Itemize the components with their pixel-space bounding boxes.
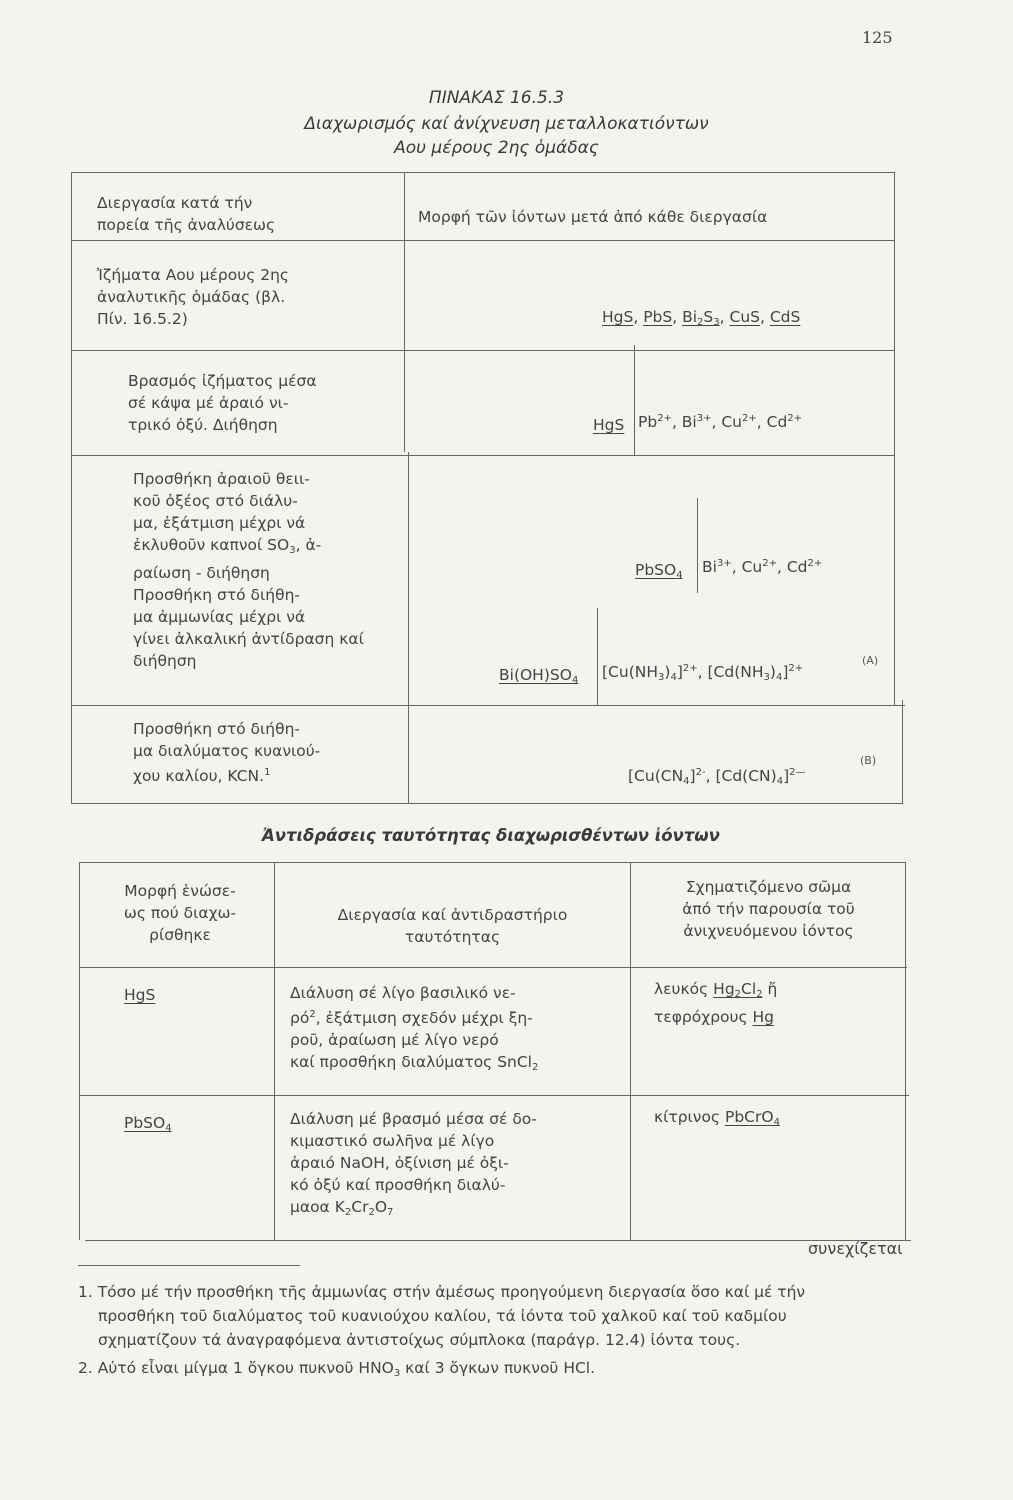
filtrate-ions: $Pb^{2+}$, $Bi^{3+}$, $Cu^{2+}$, $Cd^{2+}$ — [638, 413, 803, 431]
formula-hg: Hg — [752, 1008, 775, 1026]
text-line: ροῦ, ἀραίωση μέ λίγο νερό — [290, 1031, 499, 1049]
text-line: ἀναλυτικῆς ὁμάδας (βλ. — [97, 288, 286, 306]
formula-part: Bi — [682, 308, 698, 326]
row-sulfuric-text — [133, 468, 364, 672]
cyano-complexes: [$Cu(CN_4]^{2-}$, $[Cd(CN)_4]^{2—}$ — [628, 767, 806, 787]
footnote-2 — [78, 1356, 595, 1386]
header-ion-form: Μορφή τῶν ἰόντων μετά ἀπό κάθε διεργασία — [418, 208, 768, 226]
table-border-left — [71, 172, 72, 804]
text-line — [290, 1051, 538, 1079]
table-border-top — [71, 172, 895, 173]
text-line: Σχηματιζόμενο σῶμα — [685, 878, 852, 896]
row-nitric-boil-text — [128, 370, 317, 436]
formula-hgs: HgS — [602, 308, 634, 326]
hgs-procedure — [290, 982, 538, 1079]
text-line: ρίσθηκε — [149, 926, 211, 944]
formula-part: PbCrO — [724, 1108, 774, 1126]
formula-subscript: 4 — [773, 1117, 780, 1128]
formula-subscript: 2 — [697, 317, 704, 328]
formula-part: PbSO — [635, 561, 677, 579]
ion-symbol: Pb — [638, 413, 658, 431]
text-line: κό ὀξύ καί προσθήκη διαλύ- — [290, 1176, 506, 1194]
solution-mark-a: (A) — [862, 654, 879, 667]
text-line: ταυτότητας — [404, 928, 501, 946]
text-line: μα, ἐξάτμιση μέχρι νά — [133, 514, 306, 532]
formula-part: PbSO — [124, 1114, 166, 1132]
page-number: 125 — [862, 28, 893, 47]
table-row-divider — [79, 967, 907, 968]
ion-charge: 2+ — [742, 413, 757, 424]
pbso4-procedure — [290, 1108, 537, 1224]
text-line: Ἰζήματα Αου μέρους 2ης — [97, 266, 290, 284]
text-line — [133, 534, 364, 562]
text-line: 1. Τόσο μέ τήν προσθήκη τῆς ἀμμωνίας στήν ἀμέσως προηγούμενη διεργασία ὅσο καί μέ τήν — [78, 1283, 806, 1301]
ion-charge: 2— — [789, 767, 806, 778]
text-part: ἐκλυθοῦν καπνοί SO — [133, 536, 290, 554]
text-line — [290, 1004, 538, 1029]
solid-hgs — [593, 414, 624, 436]
hgs-result — [654, 978, 777, 1028]
ion-charge: 3+ — [696, 413, 712, 424]
header-procedure-reagent — [280, 904, 625, 948]
text-line: μα ἀμμωνίας μέχρι νά — [133, 608, 306, 626]
formula-pbs: PbS — [643, 308, 673, 326]
text-part: κίτρινος — [654, 1108, 725, 1126]
text-part: καί προσθήκη διαλύματος SnCl — [290, 1053, 532, 1071]
text-line: σέ κάψα μέ ἀραιό νι- — [128, 394, 289, 412]
formula-subscript: 2 — [532, 1062, 539, 1073]
table-border-right — [894, 172, 895, 705]
text-line: ἀραιό NaOH, ὀξίνιση μέ ὀξι- — [290, 1154, 509, 1172]
text-line: μα διαλύματος κυανιού- — [133, 742, 321, 760]
table-border-top — [79, 862, 905, 863]
table-border-right — [902, 700, 903, 804]
header-procedure — [97, 192, 275, 236]
formula-part: ) — [664, 663, 671, 681]
formula-part: [Cu(NH — [602, 663, 658, 681]
table-title-line3: Αου μέρους 2ης ὁμάδας — [394, 138, 599, 158]
text-line — [654, 1006, 777, 1028]
text-part: μαοα K — [290, 1198, 345, 1216]
formula-subscript: 4 — [571, 675, 579, 686]
ion-charge: 3+ — [716, 558, 732, 569]
formula-subscript: 3 — [713, 317, 720, 328]
formula-part: ] — [676, 663, 683, 681]
formula-subscript: 3 — [393, 1368, 401, 1379]
formula-subscript: 3 — [658, 672, 665, 683]
footnote-ref: 1 — [264, 767, 271, 778]
table-row-divider — [71, 350, 895, 351]
formula-part: Cl — [741, 980, 757, 998]
table-border-bottom — [71, 803, 903, 804]
header-procedure-line: πορεία τῆς ἀναλύσεως — [97, 216, 276, 234]
ion-charge: 2+ — [762, 558, 777, 569]
formula-part: O — [374, 1198, 388, 1216]
formula-part: [Cd(NH — [707, 663, 764, 681]
table-row-divider — [79, 1095, 909, 1096]
text-line: Διάλυση μέ βρασμό μέσα σέ δο- — [290, 1110, 537, 1128]
text-subscript: 3 — [289, 545, 296, 556]
footnote-rule — [78, 1265, 300, 1266]
formula-part: Bi(OH)SO — [499, 666, 572, 684]
footnote-1 — [78, 1280, 938, 1352]
text-line: Προσθήκη στό διήθη- — [133, 586, 301, 604]
split-line — [597, 608, 598, 705]
text-part: ρό — [290, 1009, 310, 1027]
ion-charge: 2+ — [657, 413, 672, 424]
formula-subscript: 4 — [676, 570, 683, 581]
text-line: γίνει ἀλκαλική ἀντίδραση καί — [133, 630, 364, 648]
ion-symbol: Bi — [702, 558, 717, 576]
formula-part: Hg — [713, 980, 735, 998]
text-part: χου καλίου, KCN. — [133, 767, 265, 785]
ion-symbol: Cu — [741, 558, 763, 576]
formula-subscript: 2 — [756, 989, 763, 1000]
formula-part: ] — [689, 767, 696, 785]
header-separated-form — [100, 880, 260, 946]
text-line — [133, 762, 320, 787]
formula-subscript: 2 — [368, 1207, 375, 1218]
formula-part: ] — [782, 663, 789, 681]
header-procedure-line: Διεργασία κατά τήν — [97, 194, 253, 212]
ion-symbol: Cd — [786, 558, 808, 576]
solid-pbso4 — [635, 559, 683, 587]
text-part: , ἀ- — [295, 536, 322, 554]
formula-subscript: 2 — [344, 1207, 352, 1218]
table-row-divider — [71, 240, 895, 241]
solid-bioh-so4 — [499, 664, 578, 692]
formula-subscript: 4 — [165, 1123, 172, 1134]
footnote-ref: 2 — [309, 1009, 316, 1020]
formula-subscript: 4 — [775, 672, 783, 683]
text-line: ἀπό τήν παρουσία τοῦ — [682, 900, 855, 918]
row-precipitates-products: HgS, PbS, $Bi_2S_3$, CuS, CdS — [602, 308, 801, 328]
table-column-divider — [408, 452, 409, 804]
header-formed-substance — [636, 876, 901, 942]
text-part: καί 3 ὄγκων πυκνοῦ HCl. — [400, 1359, 596, 1377]
text-line: διήθηση — [133, 652, 197, 670]
formula-part: S — [703, 308, 714, 326]
ion-symbol: Bi — [681, 413, 697, 431]
formula-subscript: 2 — [734, 989, 742, 1000]
text-line: ως πού διαχω- — [123, 904, 237, 922]
formula-hgs: HgS — [593, 416, 625, 434]
text-line: Βρασμός ἰζήματος μέσα — [128, 372, 317, 390]
formula-part: ] — [783, 767, 790, 785]
text-part: ἤ — [762, 980, 778, 998]
ion-charge: 2+ — [682, 663, 698, 674]
text-part: λευκός — [654, 980, 714, 998]
table-border-left — [79, 862, 80, 1240]
formula-part: [Cu(CN — [628, 767, 684, 785]
text-line: Προσθήκη στό διήθη- — [133, 720, 301, 738]
text-line: σχηματίζουν τά ἀναγραφόμενα ἀντιστοίχως σύμπλοκα (παράγρ. 12.4) ἰόντα τους. — [98, 1331, 741, 1349]
solution-mark-b: (B) — [860, 754, 877, 767]
text-line: ραίωση - διήθηση — [133, 564, 270, 582]
separated-hgs — [124, 984, 155, 1006]
separated-pbso4 — [124, 1112, 172, 1140]
table-title-line2: Διαχωρισμός καί ἀνίχνευση μεταλλοκατιόντων — [304, 114, 709, 134]
filtrate-ions: $Bi^{3+}$, $Cu^{2+}$, $Cd^{2+}$ — [702, 558, 823, 576]
pbso4-result — [654, 1106, 780, 1134]
table-border-bottom — [85, 1240, 911, 1241]
formula-subscript: 3 — [763, 672, 770, 683]
text-line: ἀνιχνευόμενου ἰόντος — [683, 922, 854, 940]
formula-subscript: 4 — [683, 776, 690, 787]
formula-cus: CuS — [729, 308, 760, 326]
table-border-right — [905, 862, 906, 1240]
text-line: Μορφή ἑνώσε- — [124, 882, 236, 900]
formula-subscript: 7 — [387, 1207, 394, 1218]
table-row-divider — [71, 705, 905, 706]
text-line: Προσθήκη ἀραιοῦ θειι- — [133, 470, 310, 488]
formula-hgs: HgS — [124, 986, 156, 1004]
table-title: ΠΙΝΑΚΑΣ 16.5.3 — [428, 88, 565, 108]
text-line — [290, 1196, 537, 1224]
ion-symbol: Cu — [721, 413, 743, 431]
table-column-divider — [630, 862, 631, 1240]
text-line: προσθήκη τοῦ διαλύματος τοῦ κυανιούχου καλίου, τά ἰόντα τοῦ χαλκοῦ καί τοῦ καδμίου — [98, 1307, 787, 1325]
ion-charge: 2+ — [807, 558, 823, 569]
table-column-divider — [274, 862, 275, 1240]
formula-part: [Cd(CN) — [715, 767, 777, 785]
text-line: Πίν. 16.5.2) — [97, 310, 188, 328]
formula-part: Cr — [351, 1198, 369, 1216]
text-line: Διάλυση σέ λίγο βασιλικό νε- — [290, 984, 516, 1002]
text-line: Διεργασία καί ἀντιδραστήριο — [337, 906, 568, 924]
row-precipitates-text — [97, 264, 289, 330]
split-line — [634, 345, 635, 455]
ammine-complexes: $[Cu(NH_3)_4]^{2+}$, $[Cd(NH_3)_4]^{2+}$ — [602, 663, 804, 683]
formula-bi2s3 — [682, 308, 720, 326]
table-column-divider — [404, 172, 405, 452]
text-line: κοῦ ὀξέος στό διάλυ- — [133, 492, 298, 510]
ion-charge: 2+ — [787, 413, 803, 424]
text-line — [654, 978, 777, 1006]
text-line: τρικό ὀξύ. Διήθηση — [128, 416, 278, 434]
ion-charge: 2+ — [788, 663, 804, 674]
section-subtitle: Ἀντιδράσεις ταυτότητας διαχωρισθέντων ἰόντων — [262, 826, 720, 845]
formula-cds: CdS — [769, 308, 801, 326]
split-line — [697, 498, 698, 593]
formula-subscript: 4 — [776, 776, 784, 787]
row-cyanide-text — [133, 718, 320, 787]
text-part: , ἐξάτμιση σχεδόν μέχρι ξη- — [315, 1009, 533, 1027]
ion-symbol: Cd — [766, 413, 788, 431]
formula-subscript: 4 — [670, 672, 677, 683]
table-row-divider — [71, 455, 895, 456]
text-part: τεφρόχρους — [654, 1008, 753, 1026]
ion-charge: 2- — [695, 767, 706, 778]
text-line: κιμαστικό σωλῆνα μέ λίγο — [290, 1132, 495, 1150]
text-part: 2. Αὐτό εἶναι μίγμα 1 ὄγκου πυκνοῦ HNO — [78, 1359, 394, 1377]
continued-note: συνεχίζεται — [808, 1239, 903, 1258]
formula-part: ) — [769, 663, 776, 681]
